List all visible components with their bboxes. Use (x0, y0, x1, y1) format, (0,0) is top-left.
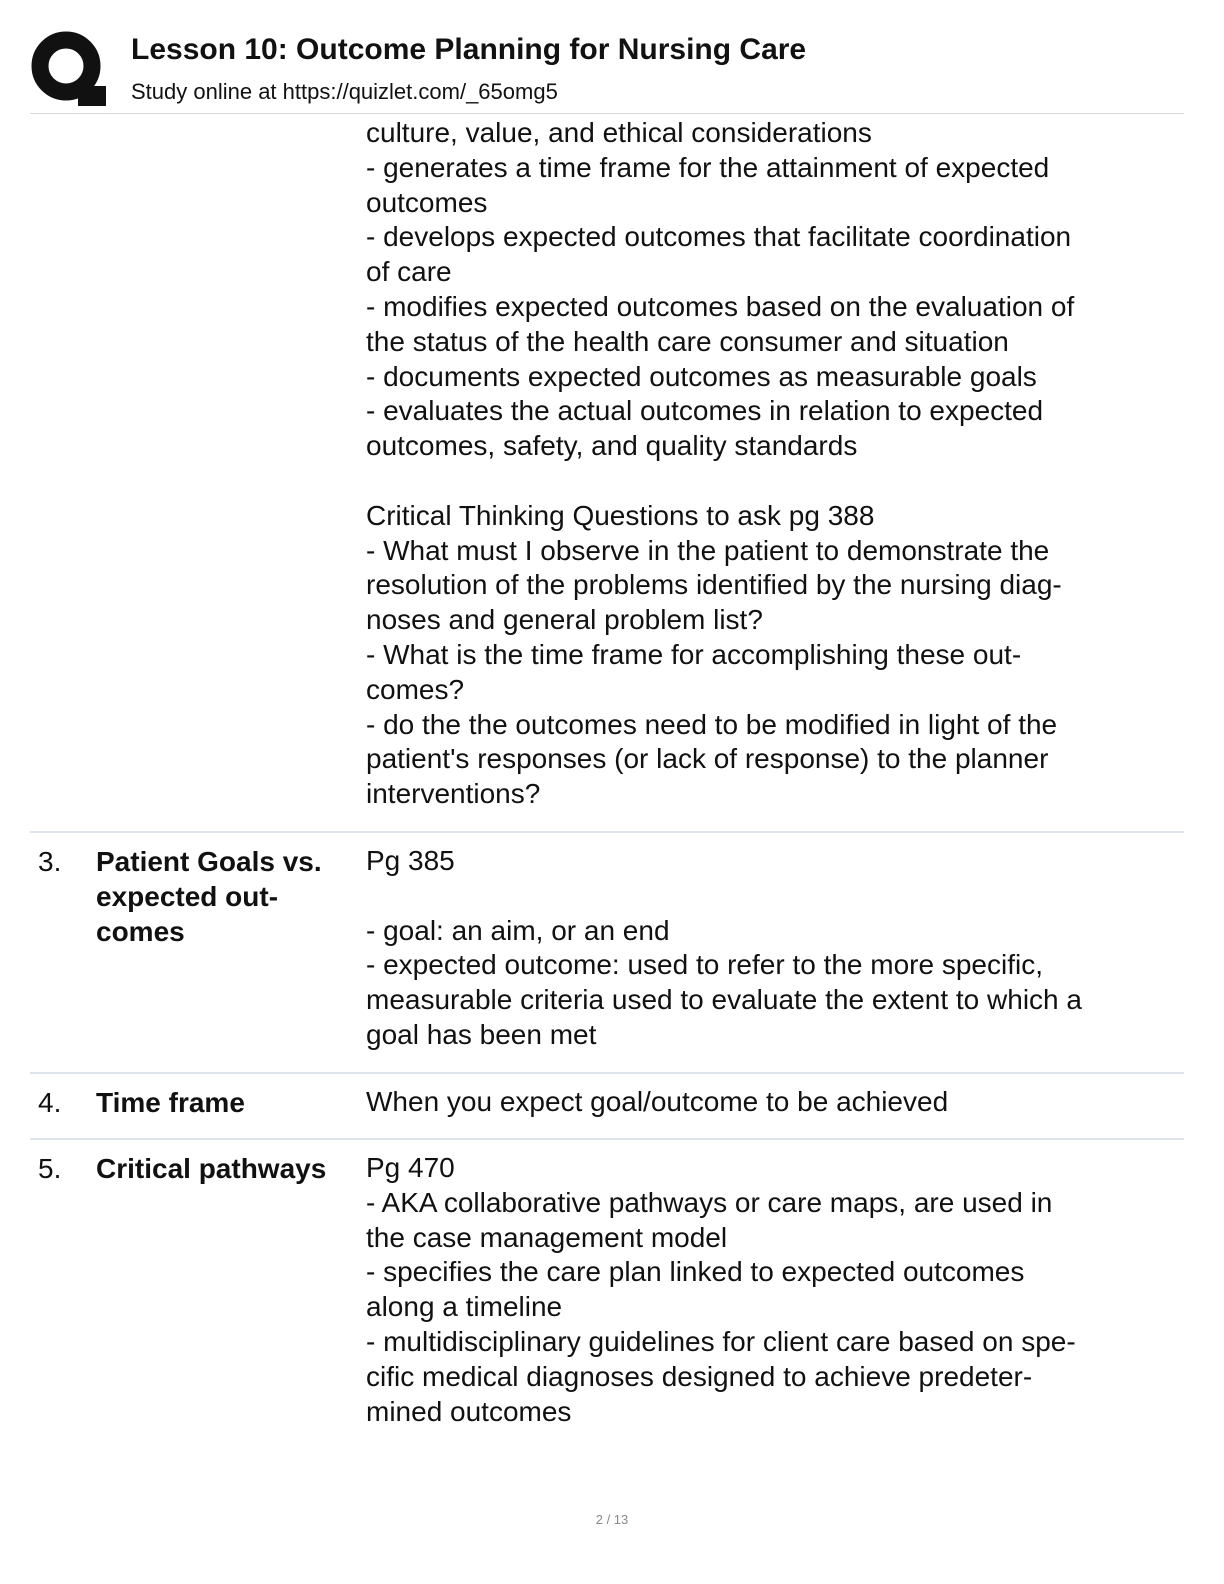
row-divider (30, 1138, 1184, 1140)
card-definition (366, 1151, 1076, 1429)
definition-line: - do the the outcomes need to be modified in light of the (366, 708, 1058, 740)
definition-line: of care (366, 256, 452, 288)
definition-line (366, 879, 1082, 914)
definition-line: cific medical diagnoses designed to achieve predeter- (366, 1360, 1033, 1392)
definition-line: along a timeline (366, 1291, 563, 1323)
definition-line: - AKA collaborative pathways or care maps, are used in (366, 1186, 1053, 1218)
definition-line: culture, value, and ethical considerations (366, 117, 872, 148)
definition-line: Critical Thinking Questions to ask pg 388 (366, 499, 875, 531)
definition-line: goal has been met (366, 1018, 597, 1050)
term-line: Critical pathways (96, 1153, 327, 1184)
study-online-link[interactable]: Study online at https://quizlet.com/_65omg5 (131, 79, 558, 104)
definition-line: - documents expected outcomes as measurable goals (366, 360, 1037, 392)
definition-line: - develops expected outcomes that facilitate coordination (366, 221, 1072, 253)
term-line: expected out- (96, 881, 279, 912)
card-number: 3. (38, 846, 62, 877)
header-divider (30, 113, 1184, 114)
card-term (96, 1085, 245, 1120)
row-divider (30, 831, 1184, 833)
card-number: 5. (38, 1153, 62, 1184)
definition-line: - goal: an aim, or an end (366, 914, 670, 946)
definition-line: measurable criteria used to evaluate the extent to which a (366, 984, 1082, 1016)
definition-line: mined outcomes (366, 1395, 572, 1427)
definition-line: - What must I observe in the patient to demonstrate the (366, 534, 1050, 566)
term-line: comes (96, 916, 185, 947)
definition-line: the status of the health care consumer and situation (366, 325, 1009, 357)
term-line: Time frame (96, 1087, 245, 1118)
definition-line: outcomes (366, 186, 488, 218)
definition-line (366, 464, 1074, 499)
card-definition (366, 1085, 948, 1120)
card-number: 4. (38, 1087, 62, 1118)
definition-line: - What is the time frame for accomplishing these out- (366, 638, 1022, 670)
definition-line: Pg 385 (366, 845, 455, 876)
definition-line: - expected outcome: used to refer to the more specific, (366, 949, 1044, 981)
page-title: Lesson 10: Outcome Planning for Nursing Care (131, 33, 807, 66)
card-definition (366, 844, 1082, 1053)
definition-line: When you expect goal/outcome to be achieved (366, 1086, 949, 1117)
definition-line: the case management model (366, 1221, 728, 1253)
definition-line: - modifies expected outcomes based on the evaluation of (366, 290, 1075, 322)
definition-line: comes? (366, 673, 465, 705)
definition-line: interventions? (366, 778, 541, 810)
card-2-definition-continued (366, 116, 1074, 812)
card-term (96, 1151, 326, 1186)
row-divider (30, 1072, 1184, 1074)
definition-line: outcomes, safety, and quality standards (366, 430, 858, 462)
card-term (96, 844, 322, 949)
definition-line: - specifies the care plan linked to expected outcomes (366, 1256, 1025, 1288)
definition-line: resolution of the problems identified by the nursing diag- (366, 569, 1062, 601)
definition-line: - generates a time frame for the attainment of expected (366, 151, 1050, 183)
definition-line: Pg 470 (366, 1152, 455, 1183)
definition-line: patient's responses (or lack of response) to the planner (366, 743, 1049, 775)
definition-line: - multidisciplinary guidelines for client care based on spe- (366, 1325, 1076, 1357)
definition-line: - evaluates the actual outcomes in relation to expected (366, 395, 1044, 427)
quizlet-q-logo (30, 30, 106, 106)
definition-line: noses and general problem list? (366, 604, 763, 636)
page-number: 2 / 13 (595, 1512, 629, 1527)
term-line: Patient Goals vs. (96, 846, 322, 877)
